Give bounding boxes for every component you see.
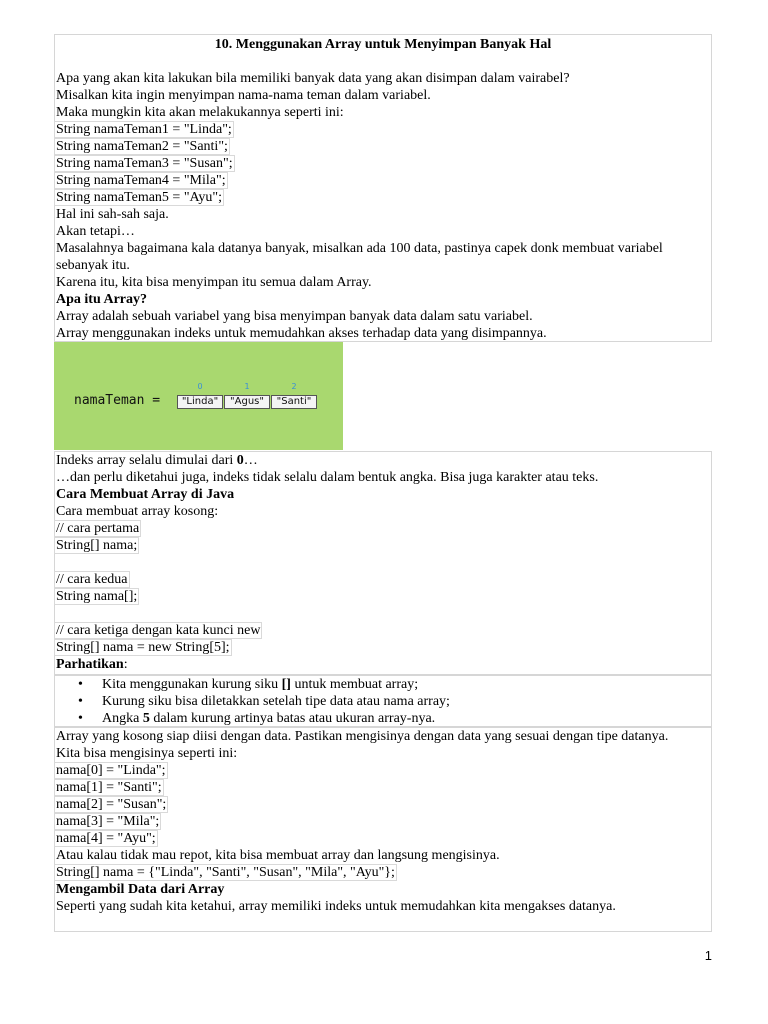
array-diagram [54,342,343,450]
diagram-variable-label: namaTeman = [74,393,161,408]
code-line: String[] nama = {"Linda", "Santi", "Susan", "Mila", "Ayu"}; [56,865,395,880]
index-note: Indeks array selalu dimulai dari 0… [56,453,258,468]
diagram-array-cell: "Linda" [177,395,223,409]
list-item: • Angka 5 dalam kurung artinya batas atau ukuran array-nya. [102,710,710,727]
heading-get-data: Mengambil Data dari Array [56,882,225,897]
intro-line: Maka mungkin kita akan melakukannya seperti ini: [56,105,344,120]
code-line: nama[0] = "Linda"; [56,763,166,778]
shortcut-line: Atau kalau tidak mau repot, kita bisa membuat array dan langsung mengisinya. [56,848,500,863]
notice-list [54,675,712,727]
code-comment: // cara pertama [56,521,140,536]
definition-line: Array adalah sebuah variabel yang bisa menyimpan banyak data dalam satu variabel. [56,309,533,324]
list-item: • Kita menggunakan kurung siku [] untuk membuat array; [102,676,710,693]
code-line: String[] nama; [56,538,138,553]
diagram-index-label: 2 [291,382,297,391]
solution-line: Karena itu, kita bisa menyimpan itu semua dalam Array. [56,275,372,290]
create-section [54,451,712,675]
heading-create-array: Cara Membuat Array di Java [56,487,235,502]
intro-line: Apa yang akan kita lakukan bila memiliki banyak data yang akan disimpan dalam vairabel? [56,71,570,86]
code-line: nama[3] = "Mila"; [56,814,160,829]
fill-section [54,727,712,932]
body-line: Hal ini sah-sah saja. [56,207,169,222]
code-line: String[] nama = new String[5]; [56,640,230,655]
page-number: 1 [704,948,712,963]
code-line: nama[1] = "Santi"; [56,780,162,795]
get-line: Seperti yang sudah kita ketahui, array memiliki indeks untuk memudahkan kita mengakses datanya. [56,899,616,914]
create-intro: Cara membuat array kosong: [56,504,219,519]
notice-heading: Parhatikan: [56,657,128,672]
diagram-array-cell: "Santi" [271,395,317,409]
code-line: String namaTeman4 = "Mila"; [56,173,226,188]
fill-paragraph: Array yang kosong siap diisi dengan data. Pastikan mengisinya dengan data yang sesuai dengan tipe datanya. [56,729,669,744]
code-line: String namaTeman1 = "Linda"; [56,122,232,137]
intro-line: Misalkan kita ingin menyimpan nama-nama teman dalam variabel. [56,88,431,103]
code-line: nama[4] = "Ayu"; [56,831,156,846]
code-comment: // cara ketiga dengan kata kunci new [56,623,261,638]
code-line: String namaTeman5 = "Ayu"; [56,190,222,205]
fill-intro: Kita bisa mengisinya seperti ini: [56,746,238,761]
diagram-index-label: 1 [244,382,250,391]
code-line: String namaTeman3 = "Susan"; [56,156,233,171]
index-note-2: …dan perlu diketahui juga, indeks tidak selalu dalam bentuk angka. Bisa juga karakter atau teks. [56,470,599,485]
code-comment: // cara kedua [56,572,128,587]
diagram-index-label: 0 [197,382,203,391]
body-line: Akan tetapi… [56,224,135,239]
bullet-list [56,676,710,727]
problem-paragraph: Masalahnya bagaimana kala datanya banyak, misalkan ada 100 data, pastinya capek donk membuat variabel sebanyak itu. [56,241,663,273]
code-line: nama[2] = "Susan"; [56,797,167,812]
intro-section [54,34,712,342]
code-line: String namaTeman2 = "Santi"; [56,139,228,154]
definition-line: Array menggunakan indeks untuk memudahkan akses terhadap data yang disimpannya. [56,326,547,341]
heading-what-is-array: Apa itu Array? [56,292,147,307]
list-item: • Kurung siku bisa diletakkan setelah tipe data atau nama array; [102,693,710,710]
code-line: String nama[]; [56,589,138,604]
diagram-array-cell: "Agus" [224,395,270,409]
page-title: 10. Menggunakan Array untuk Menyimpan Banyak Hal [214,37,552,52]
